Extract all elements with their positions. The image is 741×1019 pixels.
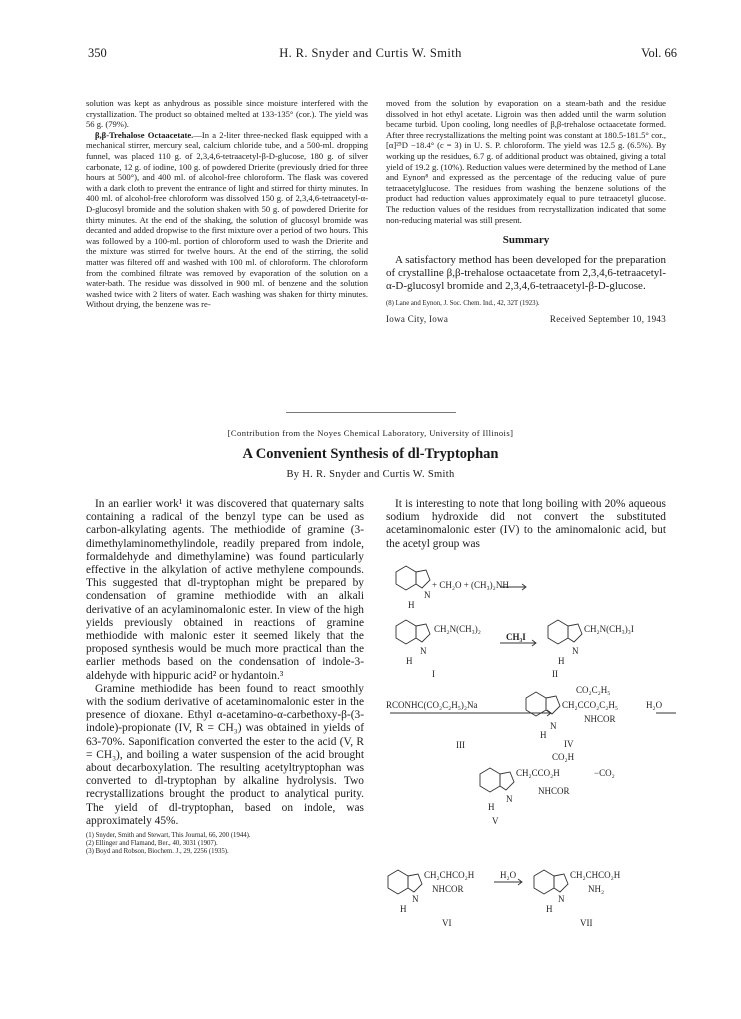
v-h: H (488, 802, 495, 812)
gramine-methiodide-structure (548, 620, 582, 644)
v-nhcor: NHCOR (538, 786, 570, 796)
page-number: 350 (88, 46, 107, 60)
ch3i-reagent: CH₃I (506, 632, 526, 642)
summary-text: A satisfactory method has been developed for the preparation of crystalline β,β-trehalose octaacetate from 2,3,4,6-tetraacetyl-α-D-glucosyl bromide and 2,3,4,6-tetraacetyl-β-D-glucose. (386, 253, 666, 292)
ii-substituent: CH₂N(CH₃)₃I (584, 624, 634, 634)
vii-substituent: CH₂CHCO₂H (570, 870, 621, 880)
running-header: H. R. Snyder and Curtis W. Smith (279, 46, 462, 60)
vi-h2o: H₂O (500, 870, 517, 880)
tryptophan-structure (534, 870, 568, 894)
vi-nhcor: NHCOR (432, 884, 464, 894)
paragraph (86, 130, 368, 310)
i-substituent: CH₂N(CH₃)₂ (434, 624, 481, 634)
body-left-column (86, 498, 364, 857)
paragraph: In an earlier work¹ it was discovered that quaternary salts containing a radical of the benzyl type can be used as carbon-alkylating agents. The methiodide of gramine (3-dimethylaminomethylindole, readily prepared from indole, formaldehyde and dimethylamine) was found particularly effective in the alkylation of active methylene compounds. This suggested that dl-tryptophan might be prepared by condensation of gramine methiodide with an alkali derivative of an acylaminomalonic ester. In view of the high yields previously obtained in reactions of gramine methiodide with malonic ester it seemed likely that the proposed synthesis would be much more practical than the earlier methods based on the condensation of indole-3-aldehyde with hippuric acid² or hydantoin.³ (86, 498, 364, 682)
summary-heading: Summary (502, 234, 550, 247)
label-iv: IV (564, 739, 574, 749)
eq1-reagents: + CH₂O + (CH₃)₂NH (432, 580, 509, 590)
acetyltryptophan-structure (388, 870, 422, 894)
paragraph: solution was kept as anhydrous as possible since moisture interfered with the crystallization. The product so obtained melted at 133-135° (cor.). The yield was 56 g. (79%). (86, 98, 368, 130)
malonate-reagent: RCONHC(CO₂C₂H₅)₂Na (386, 700, 478, 710)
iv-substituent: CH₂CCO₂C₂H₅ (562, 700, 619, 710)
iv-h: H (540, 730, 547, 740)
label-vi: VI (442, 918, 452, 928)
article-title: A Convenient Synthesis of dl-Tryptophan (242, 446, 499, 462)
indole-structure (396, 566, 430, 590)
place: Iowa City, Iowa (386, 313, 449, 324)
reaction-scheme (376, 548, 676, 943)
paragraph: Gramine methiodide has been found to react smoothly with the sodium derivative of acetaminomalonic ester in the presence of dioxane. Ethyl α-acetamino-α-carbethoxy-β-(3-indole)-propionate (IV, R = CH₃) was obtained in yields of 63-70%. Saponification converted the ester to the acid (V, R = CH₃), and boiling a water suspension of the acid brought about decarboxylation. The resulting acetyltryptophan was converted to dl-tryptophan by alkaline hydrolysis. Two recrystallizations brought the product to analytical purity. The yield of dl-tryptophan, based on indole, was approximately 45%. (86, 682, 364, 827)
iv-top: CO₂C₂H₅ (576, 685, 611, 695)
vi-h: H (400, 904, 407, 914)
iv-n: N (550, 721, 557, 731)
volume-label: Vol. 66 (641, 46, 677, 60)
signature-line (386, 314, 666, 325)
label-vii: VII (580, 918, 593, 928)
paragraph-text: —In a 2-liter three-necked flask equipped with a mechanical stirrer, mercury seal, calcium chloride tube, and a 500-ml. dropping funnel, was placed 110 g. of 2,3,4,6-tetraacetyl-β-D-glucose, 180 g. of silver carbonate, 12 g. of iodine, 100 g. of powdered Drierite (previously dried for three hours at 500°), and 400 ml. of alcohol-free chloroform. The flask was covered with a dark cloth to prevent the entrance of light and stirred for thirty minutes. In 400 ml. of alcohol-free chloroform was dissolved 150 g. of 2,3,4,6-tetraacetyl-α-D-glucosyl bromide and the solution shaken with 50 g. of powdered Drierite for thirty minutes. At the end of the shaking, the solution of glucosyl bromide was decanted and added dropwise to the first mixture over a period of two hours. This was followed by a 100-ml. portion of chloroform used to wash the Drierite and the mixture was stirred for twelve hours. At the end of the stirring, the solid matter was filtered off and washed with 100 ml. of chloroform. The chloroform from the combined filtrate was removed by evaporation of the solution on a water-bath. The residue was dissolved in 900 ml. of benzene and the solution washed twice with 2 liters of water. Each washing was shaken for thirty minutes. Without drying, the benzene was re- (86, 129, 368, 310)
ii-n: N (572, 646, 579, 656)
ester-iv-structure (526, 692, 560, 716)
i-n: N (420, 646, 427, 656)
vii-n: N (558, 894, 565, 904)
v-top: CO₂H (552, 752, 575, 762)
received-date: Received September 10, 1943 (549, 313, 666, 324)
h2o-reagent: H₂O (646, 700, 663, 710)
paragraph: It is interesting to note that long boiling with 20% aqueous sodium hydroxide did not convert the substituted acetaminomalonic ester (IV) to the aminomalonic acid, but the acetyl group was (386, 498, 666, 550)
minus-co2: −CO₂ (594, 768, 615, 778)
footnote: (3) Boyd and Robson, Biochem. J., 29, 2256 (1935). (86, 848, 229, 856)
v-substituent: CH₂CCO₂H (516, 768, 560, 778)
gramine-structure (396, 620, 430, 644)
label-iii: III (456, 740, 465, 750)
footnote: (1) Snyder, Smith and Stewart, This Journal, 66, 200 (1944). (86, 832, 251, 840)
section-heading: β,β-Trehalose Octaacetate. (95, 129, 194, 140)
vi-n: N (412, 894, 419, 904)
footnote: (2) Ellinger and Flamand, Ber., 40, 3031 (1907). (86, 840, 218, 848)
indole-h: H (408, 600, 415, 610)
label-i: I (432, 669, 435, 679)
iv-nhcor: NHCOR (584, 714, 616, 724)
i-h: H (406, 656, 413, 666)
right-top-column (386, 98, 666, 324)
vii-nh2: NH₂ (588, 884, 605, 894)
footnote: (8) Lane and Eynon, J. Soc. Chem. Ind., 42, 32T (1923). (386, 299, 540, 307)
acid-v-structure (480, 768, 514, 792)
paragraph: moved from the solution by evaporation on a steam-bath and the residue dissolved in hot ethyl acetate. Ligroin was then added until the warm solution became turbid. Upon cooling, long needles of β,β-trehalose octaacetate formed. After three recrystallizations the melting point was constant at 180.5-181.5° cor., [α]²⁵D −18.4° (c = 3) in U. S. P. chloroform. The yield was 12.5 g. (6.5%). By working up the residues, 6.7 g. of additional product was obtained, giving a total yield of 19.2 g. (10%). Reduction values were determined by the method of Lane and Eynon⁸ and expressed as the percentage of the reducing value of pure tetraacetylglucose. The residues from washing the benzene solutions of the product had reduction values approximately equal to pure tetraacetyl glucose. The reduction values of the residues from recrystallization indicated that some non-reducing material was still present. (386, 98, 666, 225)
section-divider (286, 412, 456, 413)
ii-h: H (558, 656, 565, 666)
vi-substituent: CH₂CHCO₂H (424, 870, 475, 880)
reaction-scheme-svg (376, 548, 676, 938)
vii-h: H (546, 904, 553, 914)
article-authors: By H. R. Snyder and Curtis W. Smith (286, 469, 455, 480)
body-right-column (386, 498, 666, 551)
v-n: N (506, 794, 513, 804)
label-v: V (492, 816, 499, 826)
indole-n: N (424, 590, 431, 600)
contribution-line: [Contribution from the Noyes Chemical Laboratory, University of Illinois] (227, 428, 514, 438)
label-ii: II (552, 669, 558, 679)
left-top-column (86, 98, 368, 310)
